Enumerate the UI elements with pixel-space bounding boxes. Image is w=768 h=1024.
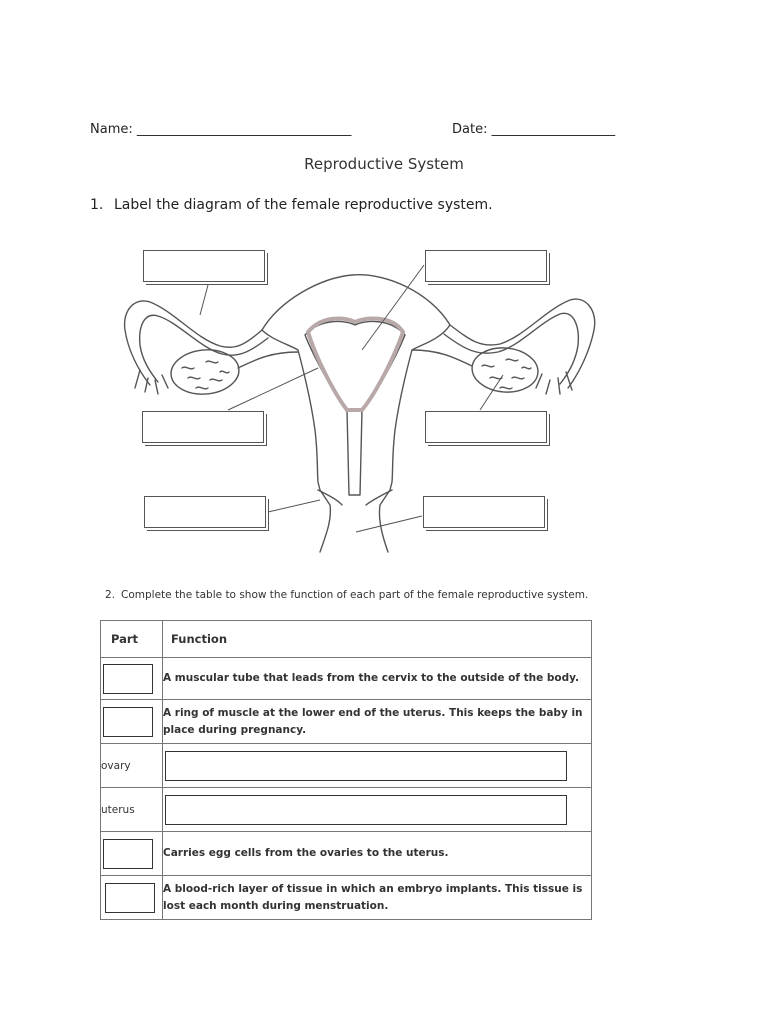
endometrium — [308, 318, 403, 410]
label-box-vagina[interactable] — [423, 496, 545, 528]
part-cell — [101, 700, 163, 744]
part-cell: ovary — [101, 744, 163, 788]
part-answer-box[interactable] — [103, 664, 153, 694]
left-fallopian-tube — [125, 301, 262, 385]
table-row — [101, 832, 592, 876]
part-answer-box[interactable] — [103, 839, 153, 869]
table-row — [101, 788, 592, 832]
part-answer-box[interactable] — [105, 883, 155, 913]
question-2-number: 2. — [105, 589, 116, 601]
table-row — [101, 658, 592, 700]
label-box-endometrium[interactable] — [142, 411, 264, 443]
label-box-cervix[interactable] — [144, 496, 266, 528]
function-cell: Carries egg cells from the ovaries to the uterus. — [163, 832, 592, 876]
part-cell: uterus — [101, 788, 163, 832]
part-cell — [101, 876, 163, 920]
name-label: Name: — [90, 122, 133, 137]
function-answer-box[interactable] — [165, 751, 567, 781]
header-function: Function — [163, 621, 592, 658]
function-cell: A ring of muscle at the lower end of the uterus. This keeps the baby in place during pregnancy. — [163, 700, 592, 744]
question-1-text: Label the diagram of the female reproductive system. — [114, 197, 493, 213]
page-title: Reproductive System — [304, 155, 464, 173]
right-fallopian-tube — [450, 299, 595, 388]
table-row — [101, 876, 592, 920]
function-answer-box[interactable] — [165, 795, 567, 825]
question-2-text: Complete the table to show the function of each part of the female reproductive system. — [121, 589, 589, 601]
function-cell: A muscular tube that leads from the cervix to the outside of the body. — [163, 658, 592, 700]
function-cell — [163, 788, 592, 832]
name-blank[interactable]: _________________________________ — [136, 122, 352, 137]
function-table — [100, 620, 592, 920]
part-cell — [101, 832, 163, 876]
label-box-uterus[interactable] — [425, 250, 547, 282]
part-cell — [101, 658, 163, 700]
table-header-row — [101, 621, 592, 658]
function-cell — [163, 744, 592, 788]
header-part: Part — [101, 621, 163, 658]
question-1-number: 1. — [90, 197, 104, 213]
uterus-outline — [262, 275, 450, 552]
function-cell: A blood-rich layer of tissue in which an embryo implants. This tissue is lost each month during menstruation. — [163, 876, 592, 920]
date-label: Date: — [452, 122, 488, 137]
label-box-ovary[interactable] — [425, 411, 547, 443]
table-row — [101, 700, 592, 744]
question-2 — [105, 589, 588, 601]
table-row — [101, 744, 592, 788]
label-box-fallopian-tube[interactable] — [143, 250, 265, 282]
part-answer-box[interactable] — [103, 707, 153, 737]
date-blank[interactable]: ___________________ — [491, 122, 616, 137]
